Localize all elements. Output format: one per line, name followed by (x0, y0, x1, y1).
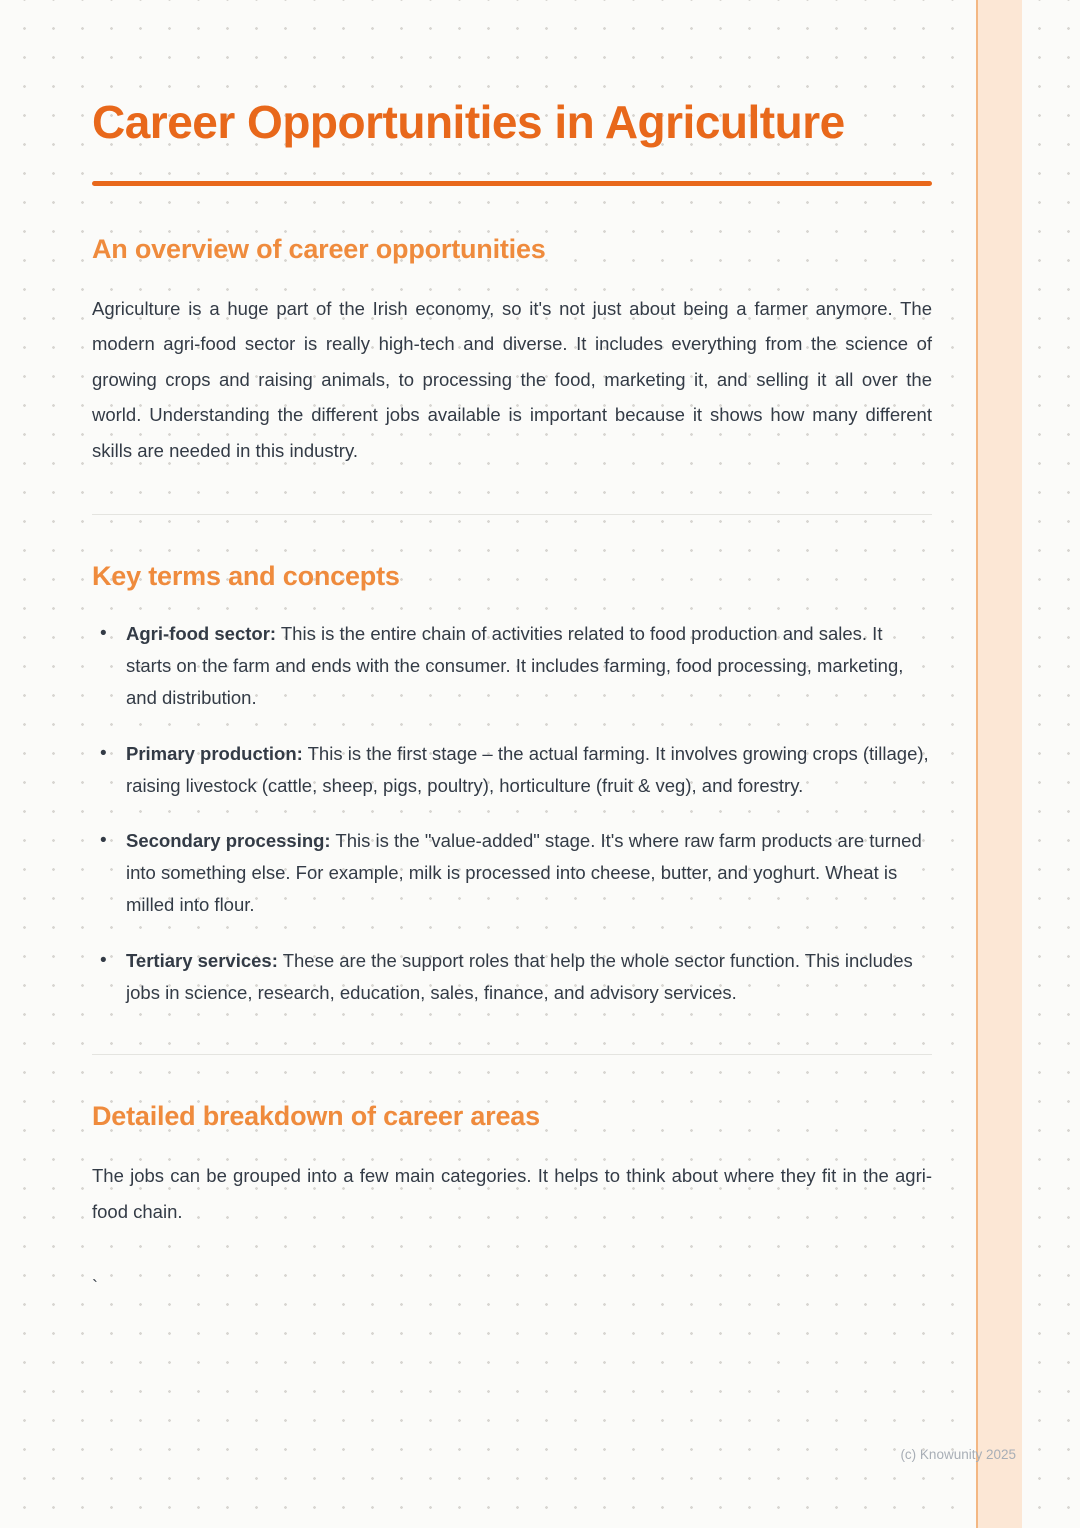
section-heading-overview: An overview of career opportunities (92, 233, 546, 264)
term-label: Secondary processing: (126, 830, 331, 852)
term-label: Agri-food sector: (126, 623, 277, 645)
section-heading-key-terms: Key terms and concepts (92, 561, 400, 592)
page-accent-stripe (976, 0, 1022, 1528)
section-overview (92, 234, 932, 469)
page-title: Career Opportunities in Agriculture (92, 96, 845, 148)
term-definition: This is the "value-added" stage. It's where raw farm products are turned into something else. For example, milk is processed into cheese, butter, and yoghurt. Wheat is milled into flour. (126, 830, 922, 915)
list-item (126, 738, 932, 802)
section-heading-breakdown: Detailed breakdown of career areas (92, 1101, 540, 1132)
stray-character: ` (92, 1277, 98, 1298)
list-item (126, 618, 932, 713)
document-content (92, 92, 932, 1298)
list-item (126, 945, 932, 1009)
term-definition: This is the first stage – the actual farming. It involves growing crops (tillage), raising livestock (cattle, sheep, pigs, poultry), horticulture (fruit & veg), and forestry. (126, 742, 929, 796)
term-definition: These are the support roles that help the whole sector function. This includes jobs in science, research, education, sales, finance, and advisory services. (126, 949, 913, 1003)
term-definition: This is the entire chain of activities related to food production and sales. It starts on the farm and ends with the consumer. It includes farming, food processing, marketing, and distribution. (126, 623, 904, 708)
copyright-footer: (c) Knowunity 2025 (900, 1447, 1016, 1462)
list-item (126, 825, 932, 920)
section-key-terms (92, 561, 932, 1008)
key-terms-list (92, 618, 932, 1008)
overview-paragraph: Agriculture is a huge part of the Irish economy, so it's not just about being a farmer anymore. The modern agri-food sector is really high-tech and diverse. It includes everything from the science of growing crops and raising animals, to processing the food, marketing it, and selling it all over the world. Understanding the different jobs available is important because it shows how many different skills are needed in this industry. (92, 297, 932, 461)
term-label: Primary production: (126, 742, 303, 764)
section-breakdown (92, 1101, 932, 1298)
breakdown-paragraph: The jobs can be grouped into a few main categories. It helps to think about where they fit in the agri-food chain. (92, 1165, 932, 1222)
section-divider (92, 1054, 932, 1055)
section-divider (92, 514, 932, 515)
term-label: Tertiary services: (126, 949, 278, 971)
title-divider (92, 181, 932, 186)
